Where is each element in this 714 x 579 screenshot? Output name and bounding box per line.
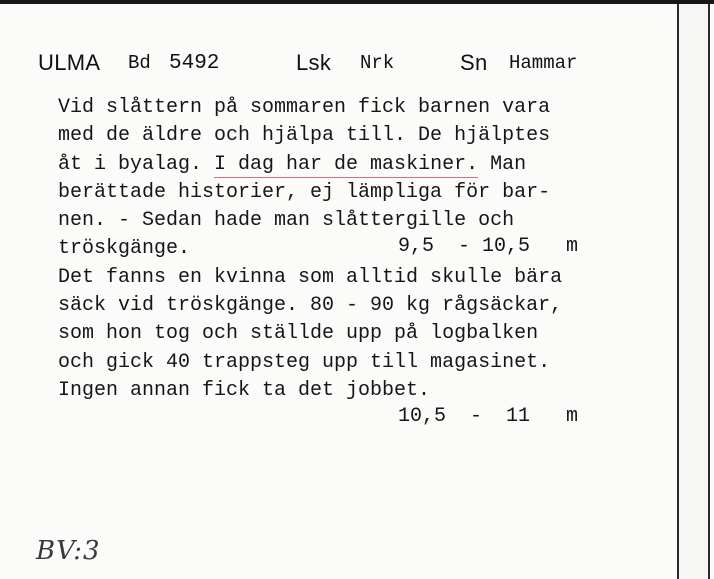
lsk-value: Nrk	[360, 52, 395, 74]
measure-first: 9,5 - 10,5 m	[398, 235, 579, 258]
text-segment: åt i byalag.	[58, 152, 215, 176]
archive-name: ULMA	[38, 50, 101, 75]
underlined-phrase: I dag har de maskiner.	[214, 152, 479, 176]
text-line: Ingen annan fick ta det jobbet.	[58, 378, 431, 402]
text-line: som hon tog och ställde upp på logbalken	[58, 322, 539, 346]
sn-value: Hammar	[509, 52, 578, 74]
card-right-margin	[679, 4, 708, 579]
text-line: och gick 40 trappsteg upp till magasinet.	[58, 350, 551, 374]
handwritten-signature: BV:3	[36, 536, 101, 566]
bd-label: Bd	[128, 52, 151, 74]
sn-label: Sn	[460, 50, 488, 75]
text-line: Det fanns en kvinna som alltid skulle bära	[58, 265, 563, 289]
bd-number: 5492	[169, 52, 220, 75]
text-line: Vid slåttern på sommaren fick barnen vara	[58, 96, 551, 119]
text-line: berättade historier, ej lämpliga för bar-	[58, 180, 551, 204]
text-line: tröskgänge.	[58, 237, 191, 261]
text-line	[58, 151, 658, 179]
card-outer-border	[708, 4, 710, 579]
lsk-label: Lsk	[296, 50, 332, 75]
measure-second: 10,5 - 11 m	[398, 405, 579, 428]
text-line: med de äldre och hjälpa till. De hjälptes	[58, 124, 551, 148]
text-segment: Man	[478, 152, 527, 176]
text-line: säck vid tröskgänge. 80 - 90 kg rågsäckar,	[58, 294, 563, 318]
text-line: nen. - Sedan hade man slåttergille och	[58, 209, 515, 233]
